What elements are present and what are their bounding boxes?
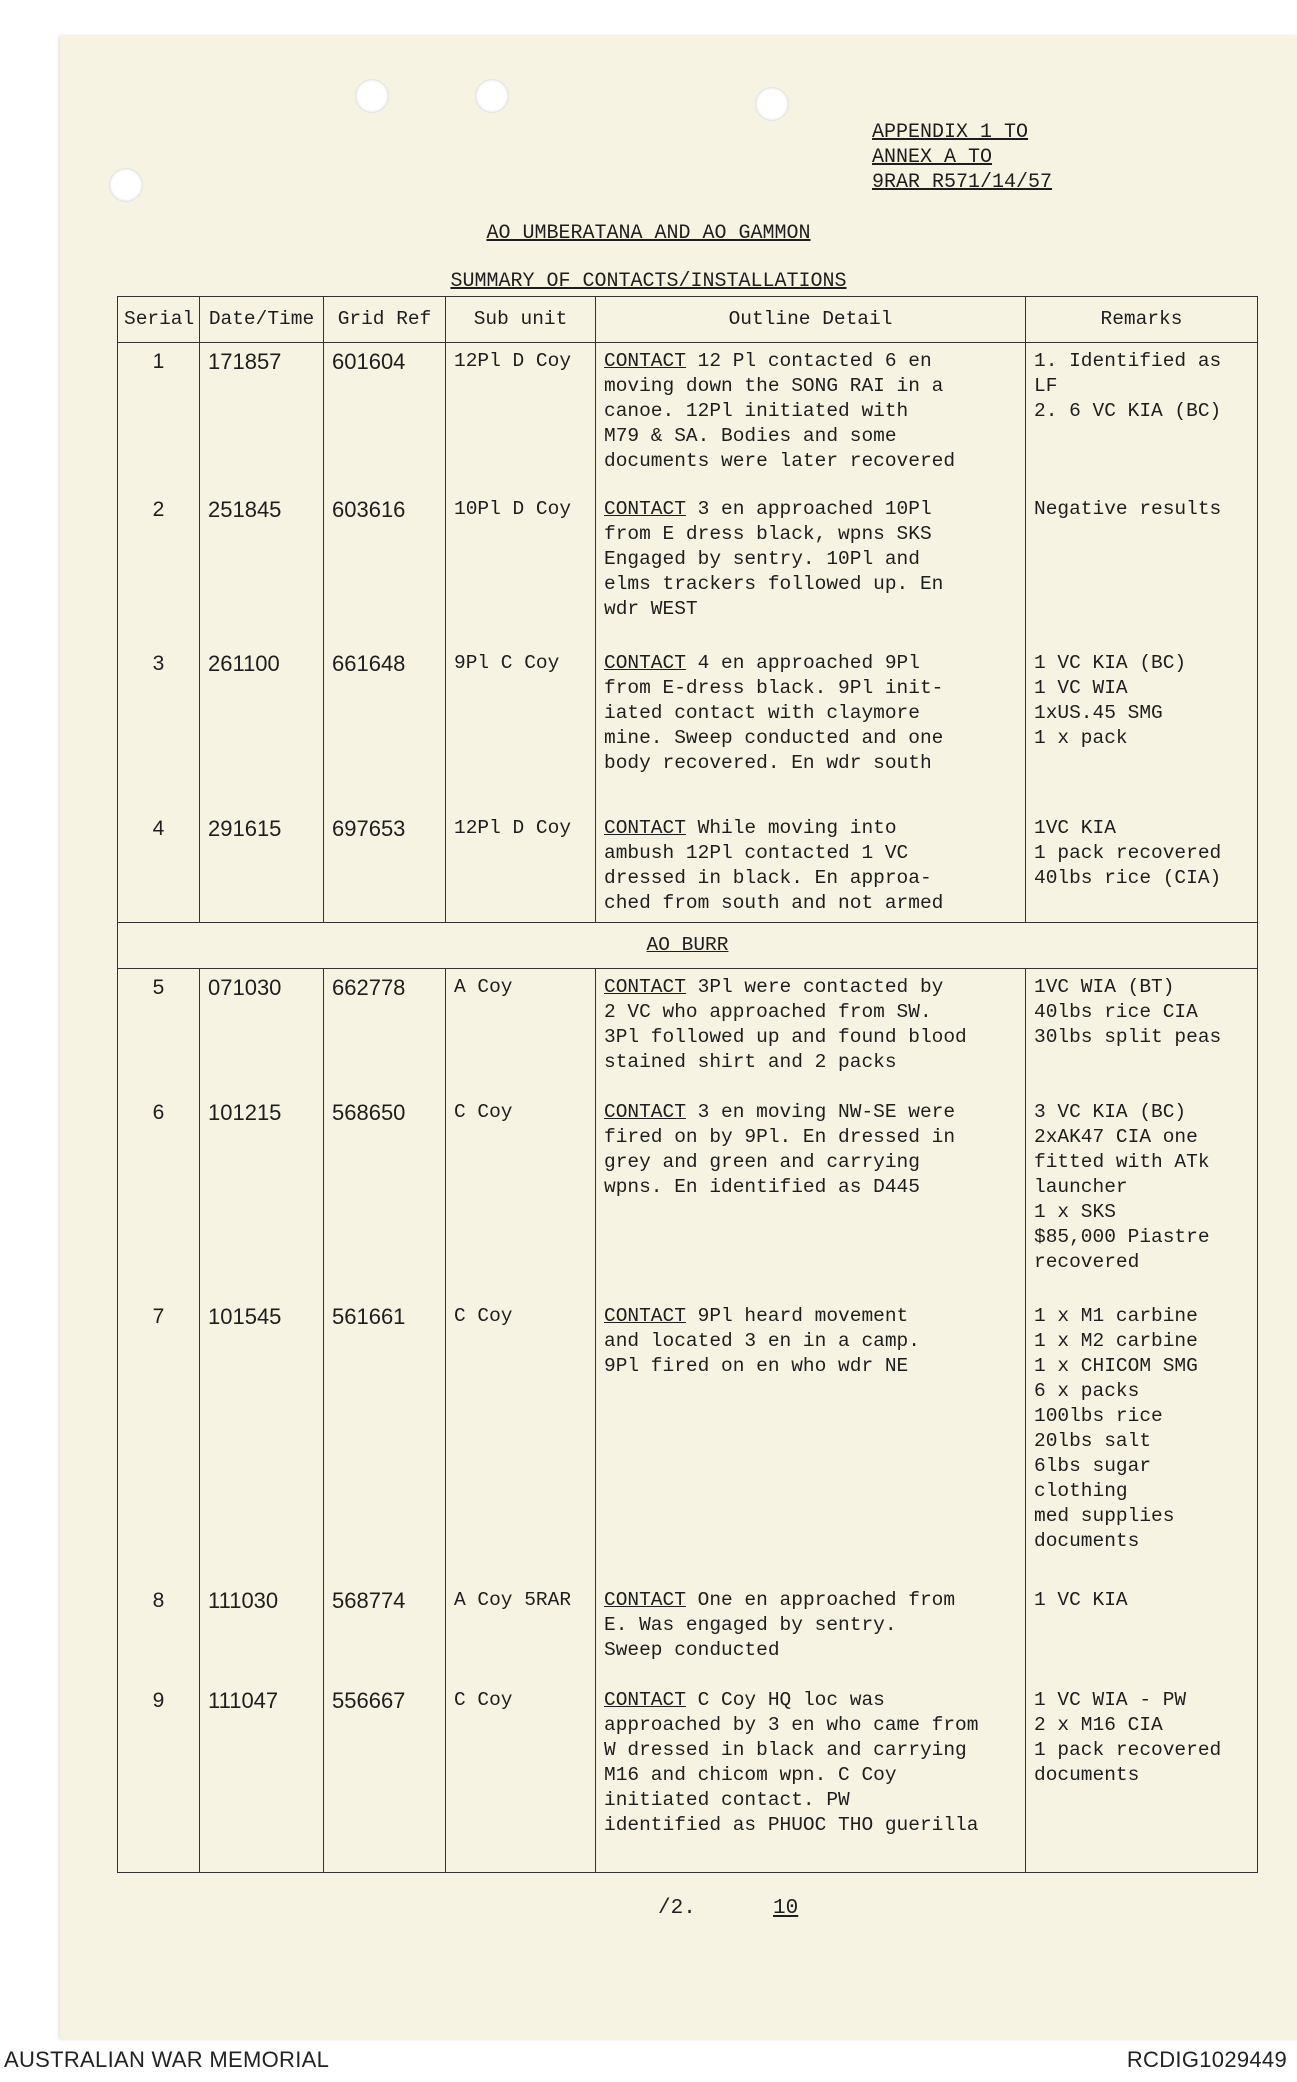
grid-ref-cell: 697653	[324, 810, 446, 923]
remarks-cell: 1VC KIA 1 pack recovered 40lbs rice (CIA)	[1026, 810, 1258, 923]
grid-ref-cell: 603616	[324, 491, 446, 645]
detail-text: While moving into ambush 12Pl contacted 1 VC dressed in black. En approa- ched from south and not armed	[604, 816, 944, 914]
grid-ref-cell: 556667	[324, 1682, 446, 1872]
detail-text: 12 Pl contacted 6 en moving down the SONG RAI in a canoe. 12Pl initiated with M79 & SA. Bodies and some documents were later recovered	[604, 350, 956, 472]
grid-ref-cell: 662778	[324, 968, 446, 1094]
grid-ref-cell: 661648	[324, 645, 446, 810]
table-row	[118, 491, 1258, 645]
outline-detail-cell	[596, 810, 1026, 923]
remarks-cell: 3 VC KIA (BC) 2xAK47 CIA one fitted with ATk launcher 1 x SKS $85,000 Piastre recovered	[1026, 1094, 1258, 1298]
document-subtitle: SUMMARY OF CONTACTS/INSTALLATIONS	[450, 270, 847, 293]
punch-hole	[755, 87, 789, 121]
grid-ref-cell: 568774	[324, 1582, 446, 1682]
remarks-cell: 1 VC WIA - PW 2 x M16 CIA 1 pack recovered documents	[1026, 1682, 1258, 1872]
outline-detail-cell	[596, 343, 1026, 491]
serial-cell: 7	[118, 1298, 200, 1582]
subunit-cell: A Coy	[446, 968, 596, 1094]
datetime-cell: 251845	[200, 491, 324, 645]
punch-hole	[109, 168, 143, 202]
column-header: Outline Detail	[596, 297, 1026, 343]
contact-tag: CONTACT	[604, 350, 686, 372]
remarks-cell: 1VC WIA (BT) 40lbs rice CIA 30lbs split peas	[1026, 968, 1258, 1094]
column-header: Grid Ref	[324, 297, 446, 343]
table-header-row	[118, 297, 1258, 343]
grid-ref-cell: 561661	[324, 1298, 446, 1582]
outline-detail-cell	[596, 1682, 1026, 1872]
grid-ref-cell: 568650	[324, 1094, 446, 1298]
contact-tag: CONTACT	[604, 1305, 686, 1327]
detail-text: 3 en moving NW-SE were fired on by 9Pl. En dressed in grey and green and carrying wpns. En identified as D445	[604, 1101, 956, 1198]
subunit-cell: 10Pl D Coy	[446, 491, 596, 645]
contact-tag: CONTACT	[604, 497, 686, 520]
document-title: AO UMBERATANA AND AO GAMMON	[486, 222, 811, 245]
contact-tag: CONTACT	[604, 816, 686, 839]
subunit-cell: 9Pl C Coy	[446, 645, 596, 810]
column-header: Sub unit	[446, 297, 596, 343]
remarks-cell: 1 VC KIA (BC) 1 VC WIA 1xUS.45 SMG 1 x pack	[1026, 645, 1258, 810]
serial-cell: 1	[118, 343, 200, 491]
serial-cell: 6	[118, 1094, 200, 1298]
detail-text: One en approached from E. Was engaged by sentry. Sweep conducted	[604, 1589, 956, 1661]
contacts-table	[117, 296, 1258, 1873]
outline-detail-cell	[596, 645, 1026, 810]
subunit-cell: C Coy	[446, 1682, 596, 1872]
table-row	[118, 968, 1258, 1094]
subunit-cell: 12Pl D Coy	[446, 810, 596, 923]
detail-text: 9Pl heard movement and located 3 en in a camp. 9Pl fired on en who wdr NE	[604, 1305, 920, 1377]
datetime-cell: 101215	[200, 1094, 324, 1298]
ref-line: ANNEX A TO	[872, 146, 993, 169]
datetime-cell: 291615	[200, 810, 324, 923]
serial-cell: 9	[118, 1682, 200, 1872]
ref-line: APPENDIX 1 TO	[872, 121, 1029, 144]
appendix-reference	[872, 120, 1052, 195]
serial-cell: 3	[118, 645, 200, 810]
contact-tag: CONTACT	[604, 651, 686, 674]
remarks-cell: Negative results	[1026, 491, 1258, 645]
remarks-cell: 1 x M1 carbine 1 x M2 carbine 1 x CHICOM SMG 6 x packs 100lbs rice 20lbs salt 6lbs sugar clothing med supplies documents	[1026, 1298, 1258, 1582]
datetime-cell: 111030	[200, 1582, 324, 1682]
subunit-cell: C Coy	[446, 1094, 596, 1298]
column-header: Remarks	[1026, 297, 1258, 343]
continuation-mark: /2.	[658, 1897, 696, 1920]
datetime-cell: 171857	[200, 343, 324, 491]
serial-cell: 5	[118, 968, 200, 1094]
table-row	[118, 1682, 1258, 1872]
section-label: AO BURR	[646, 933, 729, 956]
detail-text: 4 en approached 9Pl from E-dress black. 9Pl init- iated contact with claymore mine. Sweep conducted and one body recovered. En wdr south	[604, 651, 944, 774]
table-row	[118, 645, 1258, 810]
contact-tag: CONTACT	[604, 1689, 686, 1711]
contact-tag: CONTACT	[604, 1589, 686, 1611]
section-row	[118, 922, 1258, 968]
contact-tag: CONTACT	[604, 1101, 686, 1123]
subunit-cell: 12Pl D Coy	[446, 343, 596, 491]
detail-text: 3Pl were contacted by 2 VC who approached from SW. 3Pl followed up and found blood stained shirt and 2 packs	[604, 975, 967, 1073]
subunit-cell: C Coy	[446, 1298, 596, 1582]
outline-detail-cell	[596, 1582, 1026, 1682]
table-row	[118, 810, 1258, 923]
datetime-cell: 111047	[200, 1682, 324, 1872]
datetime-cell: 101545	[200, 1298, 324, 1582]
column-header: Serial	[118, 297, 200, 343]
punch-hole	[475, 79, 509, 113]
table-row	[118, 343, 1258, 491]
outline-detail-cell	[596, 1094, 1026, 1298]
table-row	[118, 1094, 1258, 1298]
punch-hole	[355, 79, 389, 113]
outline-detail-cell	[596, 491, 1026, 645]
column-header: Date/Time	[200, 297, 324, 343]
remarks-cell: 1. Identified as LF 2. 6 VC KIA (BC)	[1026, 343, 1258, 491]
table-row	[118, 1582, 1258, 1682]
subunit-cell: A Coy 5RAR	[446, 1582, 596, 1682]
contact-tag: CONTACT	[604, 975, 686, 998]
page-number: 10	[773, 1897, 799, 1920]
archive-id: RCDIG1029449	[1126, 2047, 1287, 2072]
detail-text: 3 en approached 10Pl from E dress black, wpns SKS Engaged by sentry. 10Pl and elms trackers followed up. En wdr WEST	[604, 497, 944, 620]
datetime-cell: 261100	[200, 645, 324, 810]
serial-cell: 4	[118, 810, 200, 923]
ref-line: 9RAR R571/14/57	[872, 171, 1053, 194]
serial-cell: 2	[118, 491, 200, 645]
outline-detail-cell	[596, 968, 1026, 1094]
datetime-cell: 071030	[200, 968, 324, 1094]
table-row	[118, 1298, 1258, 1582]
grid-ref-cell: 601604	[324, 343, 446, 491]
outline-detail-cell	[596, 1298, 1026, 1582]
archive-caption: AUSTRALIAN WAR MEMORIAL	[4, 2047, 330, 2072]
detail-text: C Coy HQ loc was approached by 3 en who came from W dressed in black and carrying M16 and chicom wpn. C Coy initiated contact. PW identified as PHUOC THO guerilla	[604, 1689, 979, 1836]
remarks-cell: 1 VC KIA	[1026, 1582, 1258, 1682]
serial-cell: 8	[118, 1582, 200, 1682]
